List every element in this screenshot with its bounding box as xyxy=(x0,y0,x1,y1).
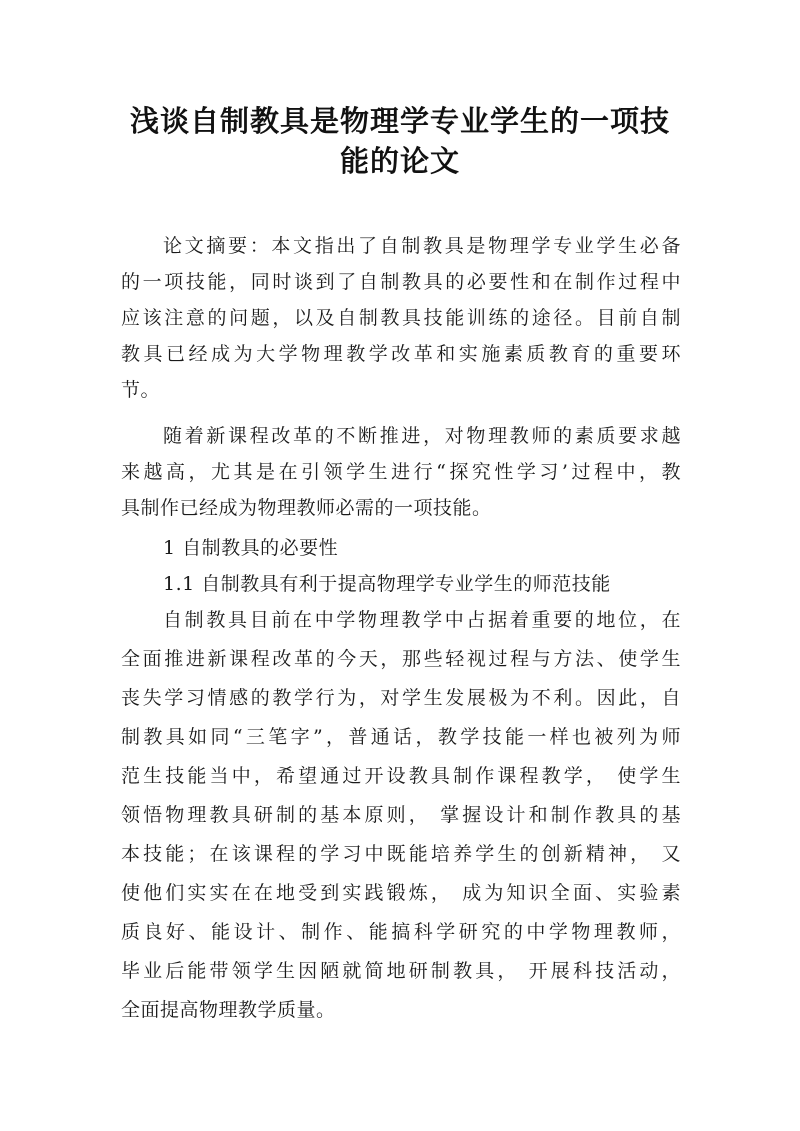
body-line-4: 制教具如同“三笔字”，普通话，教学技能一样也被列为师 xyxy=(121,726,681,748)
body-line-7: 本技能；在该课程的学习中既能培养学生的创新精神， 又 xyxy=(121,843,681,865)
document-title-line-1: 浅谈自制教具是物理学专业学生的一项技 xyxy=(129,104,670,138)
body-line-2: 全面推进新课程改革的今天，那些轻视过程与方法、使学生 xyxy=(121,648,681,670)
abstract-line-4: 教具已经成为大学物理教学改革和实施素质教育的重要环 xyxy=(121,343,681,365)
section-heading-1: 1 自制教具的必要性 xyxy=(163,537,339,559)
abstract-line-2: 的一项技能，同时谈到了自制教具的必要性和在制作过程中 xyxy=(121,271,681,293)
intro-line-2: 来越高，尤其是在引领学生进行“探究性学习’过程中，教 xyxy=(121,461,681,483)
intro-line-1: 随着新课程改革的不断推进，对物理教师的素质要求越 xyxy=(163,425,681,447)
abstract-line-5: 节。 xyxy=(121,379,161,401)
body-line-11: 全面提高物理教学质量。 xyxy=(121,999,336,1021)
abstract-line-3: 应该注意的问题，以及自制教具技能训练的途径。目前自制 xyxy=(121,307,681,329)
subsection-heading-1-1: 1.1 自制教具有利于提高物理学专业学生的师范技能 xyxy=(163,573,611,595)
body-line-9: 质良好、能设计、制作、能搞科学研究的中学物理教师， xyxy=(121,921,681,943)
body-line-5: 范生技能当中，希望通过开设教具制作课程教学， 使学生 xyxy=(121,765,681,787)
body-line-8: 使他们实实在在地受到实践锻炼， 成为知识全面、实验素 xyxy=(121,882,681,904)
body-line-6: 领悟物理教具研制的基本原则， 掌握设计和制作教具的基 xyxy=(121,804,681,826)
body-line-3: 丧失学习情感的教学行为，对学生发展极为不利。因此，自 xyxy=(121,687,681,709)
intro-line-3: 具制作已经成为物理教师必需的一项技能。 xyxy=(121,497,492,519)
abstract-line-1: 论文摘要：本文指出了自制教具是物理学专业学生必备 xyxy=(163,235,681,257)
document-title-line-2: 能的论文 xyxy=(339,144,460,178)
body-line-1: 自制教具目前在中学物理教学中占据着重要的地位，在 xyxy=(163,609,681,631)
body-line-10: 毕业后能带领学生因陋就简地研制教具， 开展科技活动， xyxy=(121,960,681,982)
